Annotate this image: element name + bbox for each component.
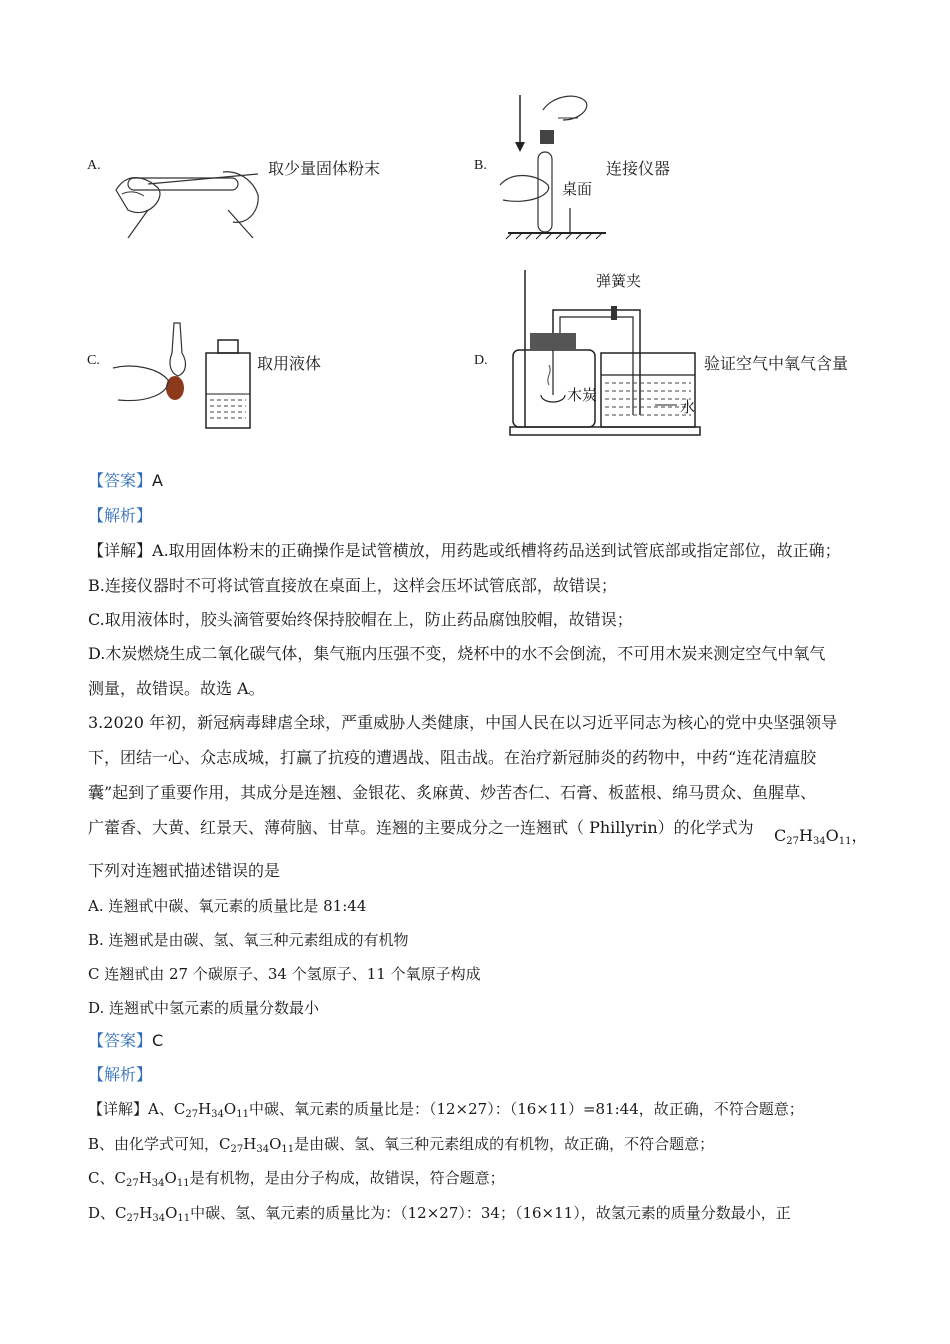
q3-detail-line-2: B、由化学式可知，$C_{27}H_{34}O_{11}$是由碳、氢、氧三种元素组成的有机物，故正确，不符合题意； [88, 1135, 715, 1155]
q2-detail-line-4: D.木炭燃烧生成二氧化碳气体，集气瓶内压强不变，烧杯中的水不会倒流，不可用木炭来测定空气中氧气 [88, 644, 826, 663]
q2-detail-line-2: B.连接仪器时不可将试管直接放在桌面上，这样会压坏试管底部，故错误； [88, 576, 617, 595]
q3-detail-line-1: 【详解】A、$C_{27}H_{34}O_{11}$中碳、氧元素的质量比是：（12×27）：（16×11）=81:44，故正确，不符合题意； [88, 1100, 804, 1120]
water-label: 水 [680, 398, 696, 416]
q2-answer-tag: 【答案】 [88, 471, 153, 490]
q3-stem-line-2: 下，团结一心、众志成城，打赢了抗疫的遭遇战、阻击战。在治疗新冠肺炎的药物中，中药“连花清瘟胶 [88, 748, 817, 767]
q3-option-c: C 连翘甙由 27 个碳原子、34 个氢原子、11 个氧原子构成 [88, 965, 481, 983]
q3-stem-line-1 [88, 713, 837, 733]
q3-option-b: B. 连翘甙是由碳、氢、氧三种元素组成的有机物 [88, 931, 409, 949]
charcoal-label: 木炭 [567, 386, 598, 404]
q3-option-d: D. 连翘甙中氢元素的质量分数最小 [88, 999, 320, 1017]
option-b-caption: 连接仪器 [606, 159, 671, 178]
oxygen-content-apparatus-figure [505, 265, 705, 440]
q3-stem-text-1: 2020 年初，新冠病毒肆虐全球，严重威胁人类健康，中国人民在以习近平同志为核心的党中央坚强领导 [103, 713, 838, 732]
test-tube-powder-figure [108, 150, 268, 240]
q3-stem-line-3: 囊”起到了重要作用，其成分是连翘、金银花、炙麻黄、炒苦杏仁、石膏、板蓝根、绵马贯众、鱼腥草、 [88, 783, 817, 802]
option-c-letter: C. [87, 353, 100, 368]
q2-detail-line-1 [88, 541, 841, 561]
q2-detail-text-1: A.取用固体粉末的正确操作是试管横放，用药匙或纸槽将药品送到试管底部或指定部位，故正确； [152, 541, 841, 560]
connect-apparatus-figure [498, 90, 608, 240]
spring-clip-label: 弹簧夹 [596, 272, 642, 290]
q2-detail-line-5: 测量，故错误。故选 A。 [88, 679, 265, 698]
q3-stem-line-4: 广藿香、大黄、红景天、薄荷脑、甘草。连翘的主要成分之一连翘甙（ Phillyrin）的化学式为 [88, 818, 754, 837]
q2-answer-value: A [152, 471, 163, 490]
option-a-caption: 取少量固体粉末 [268, 159, 381, 178]
q2-detail-line-3: C.取用液体时，胶头滴管要始终保持胶帽在上，防止药品腐蚀胶帽，故错误； [88, 610, 633, 629]
option-d-caption: 验证空气中氧气含量 [704, 354, 849, 373]
q3-answer-value: C [152, 1031, 164, 1050]
q3-formula-stem: $C_{27}H_{34}O_{11}$， [774, 826, 868, 847]
q3-stem-line-5: 下列对连翘甙描述错误的是 [88, 861, 281, 880]
option-a-letter: A. [87, 158, 101, 173]
q2-answer-line [88, 471, 163, 491]
option-b-letter: B. [474, 158, 487, 173]
q2-detail-tag: 【详解】 [88, 541, 153, 560]
q3-detail-line-3: C、$C_{27}H_{34}O_{11}$是有机物，是由分子构成，故错误，符合题意； [88, 1169, 505, 1189]
option-d-letter: D. [474, 353, 488, 368]
q3-answer-tag: 【答案】 [88, 1031, 153, 1050]
option-c-caption: 取用液体 [257, 354, 322, 373]
q2-analysis-tag: 【解析】 [88, 506, 153, 525]
q3-analysis-tag: 【解析】 [88, 1065, 153, 1084]
q3-option-a: A. 连翘甙中碳、氧元素的质量比是 81:44 [88, 897, 367, 915]
dropper-liquid-figure [108, 318, 258, 433]
desk-label: 桌面 [562, 180, 593, 198]
q3-answer-line [88, 1031, 163, 1051]
q3-number: 3. [88, 713, 104, 732]
q3-detail-line-4: D、$C_{27}H_{34}O_{11}$中碳、氢、氧元素的质量比为：（12×27）：34；（16×11），故氢元素的质量分数最小，正 [88, 1204, 791, 1224]
q3-detail-tag: 【详解】 [88, 1100, 149, 1118]
